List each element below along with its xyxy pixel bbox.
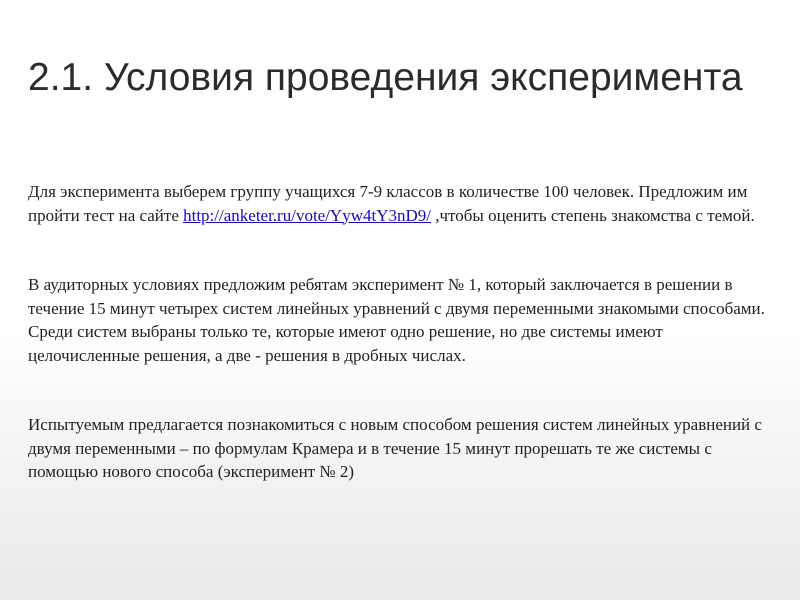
paragraph-1-text-start: Для эксперимента выберем группу учащихся 7-9 классов в количестве 100 человек. Предложим им пройти тест на сайте <box>28 182 748 225</box>
paragraph-2: В аудиторных условиях предложим ребятам эксперимент № 1, который заключается в решении в течение 15 минут четырех систем линейных уравнений с двумя переменными знакомыми способами. Среди систем выбраны только те, которые имеют одно решение, но две системы имеют целочисленные решения, а две - решения в дробных числах. <box>28 275 765 365</box>
paragraph-1 <box>28 180 778 227</box>
slide-title: 2.1. Условия проведения эксперимента <box>28 56 743 99</box>
slide-content <box>28 180 778 484</box>
paragraph-1-text-end: ,чтобы оценить степень знакомства с темой. <box>431 205 755 225</box>
paragraph-3: Испытуемым предлагается познакомиться с новым способом решения систем линейных уравнений с двумя переменными – по формулам Крамера и в течение 15 минут прорешать те же системы с помощью нового способа (эксперимент № 2) <box>28 415 762 481</box>
survey-link[interactable]: http://anketer.ru/vote/Yyw4tY3nD9/ <box>183 205 431 225</box>
